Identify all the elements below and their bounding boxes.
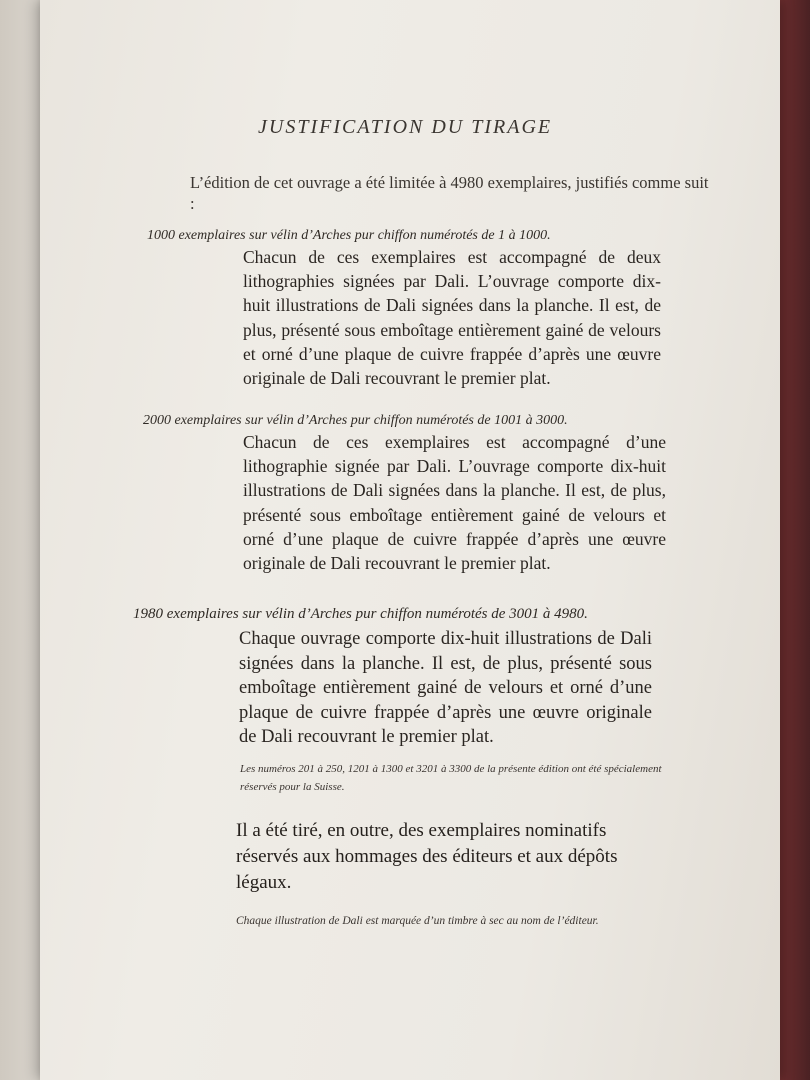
stamp-note: Chaque illustration de Dali est marquée d’un timbre à sec au nom de l’éditeur. xyxy=(236,915,599,927)
book-page xyxy=(40,0,780,1080)
page-title: JUSTIFICATION DU TIRAGE xyxy=(258,116,553,138)
section-2-body: Chacun de ces exemplaires est accompagné d’une lithographie signée par Dali. L’ouvrage comporte dix-huit illustrations de Dali signées dans la planche. Il est, de plus, présenté sous emboîtage entièrement gainé de velours et orné d’une plaque de cuivre frappée d’après une œuvre originale de Dali recouvrant le premier plat. xyxy=(243,432,666,574)
section-1-heading: 1000 exemplaires sur vélin d’Arches pur chiffon numérotés de 1 à 1000. xyxy=(147,228,551,243)
intro-paragraph: L’édition de cet ouvrage a été limitée à 4980 exemplaires, justifiés comme suit : xyxy=(190,173,709,213)
section-3-body: Chaque ouvrage comporte dix-huit illustrations de Dali signées dans la planche. Il est, de plus, présenté sous emboîtage entièrement gainé de velours et orné d’une plaque de cuivre frappée d’après une œuvre originale de Dali recouvrant le premier plat. xyxy=(239,629,652,747)
section-3-heading: 1980 exemplaires sur vélin d’Arches pur chiffon numérotés de 3001 à 4980. xyxy=(133,606,588,622)
section-1-body: Chacun de ces exemplaires est accompagné de deux lithographies signées par Dali. L’ouvrage comporte dix-huit illustrations de Dali signées dans la planche. Il est, de plus, présenté sous emboîtage entièrement gainé de velours et orné d’une plaque de cuivre frappée d’après une œuvre originale de Dali recouvrant le premier plat. xyxy=(243,247,661,389)
switzerland-note: Les numéros 201 à 250, 1201 à 1300 et 3201 à 3300 de la présente édition ont été spécialement réservés pour la Suisse. xyxy=(240,763,662,793)
closing-paragraph: Il a été tiré, en outre, des exemplaires nominatifs réservés aux hommages des éditeurs et aux dépôts légaux. xyxy=(236,820,618,893)
section-2-heading: 2000 exemplaires sur vélin d’Arches pur chiffon numérotés de 1001 à 3000. xyxy=(143,413,568,428)
